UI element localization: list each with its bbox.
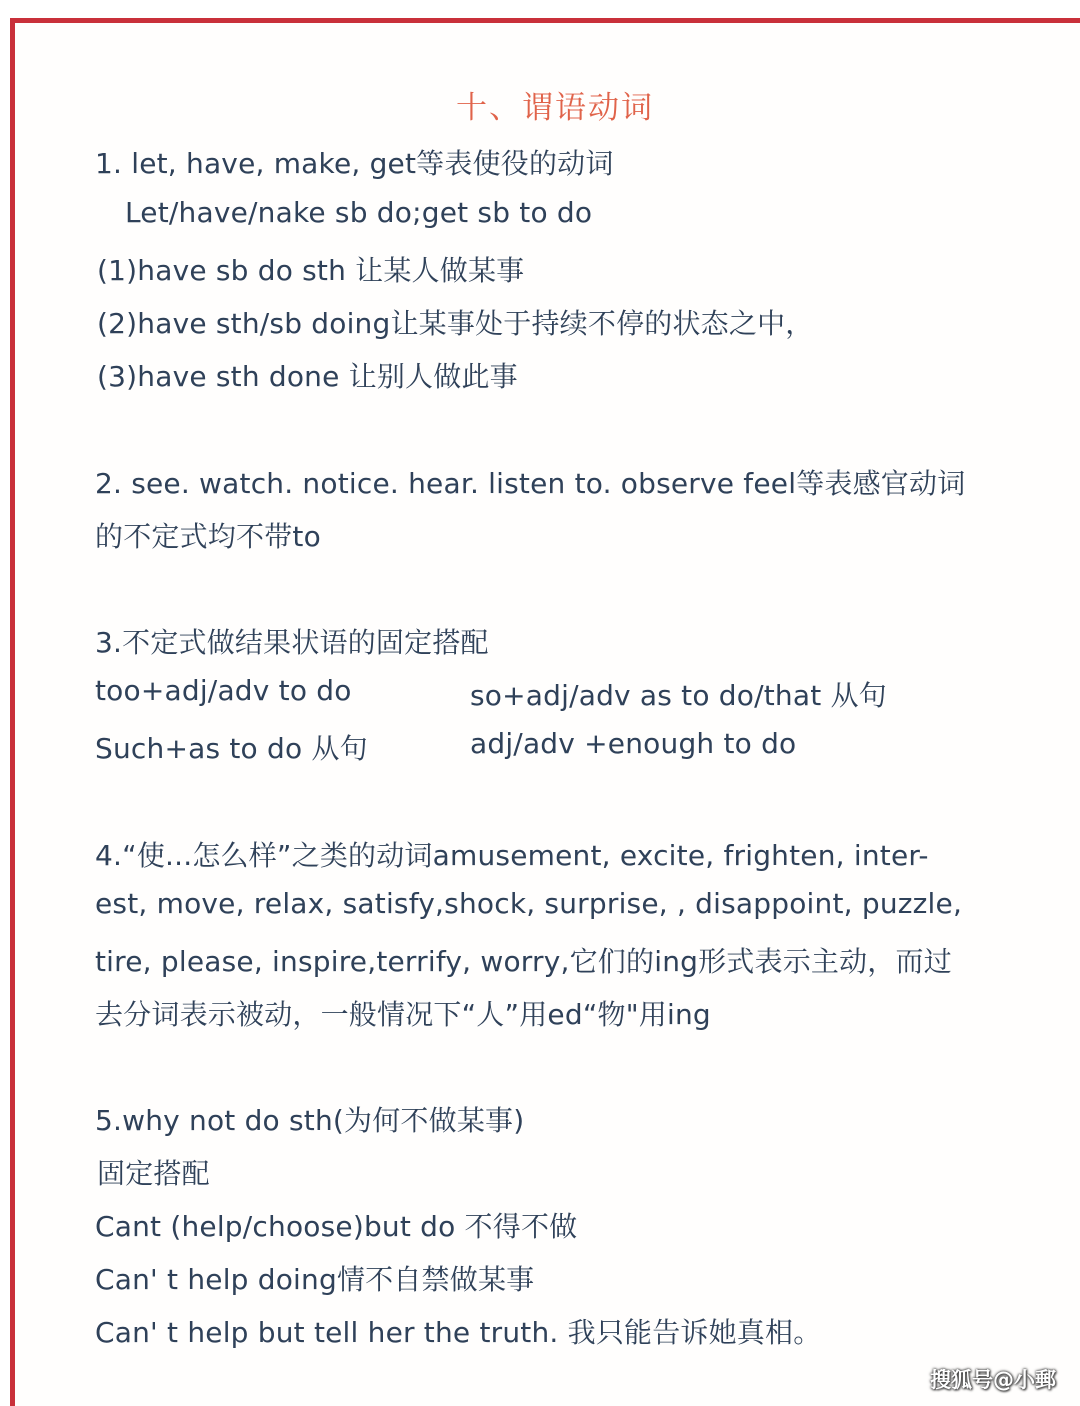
text-line: 1. let, have, make, get等表使役的动词: [95, 147, 614, 180]
text-line: so+adj/adv as to do/that 从句: [470, 679, 887, 712]
text-line: 固定搭配: [97, 1157, 210, 1190]
text-line: 4.“使...怎么样”之类的动词amusement, excite, frighten, inter-: [95, 839, 929, 872]
text-line: est, move, relax, satisfy,shock, surprise, , disappoint, puzzle,: [95, 887, 963, 920]
text-line: Let/have/nake sb do;get sb to do: [125, 196, 593, 229]
text-line: (1)have sb do sth 让某人做某事: [97, 254, 525, 287]
text-line: 3.不定式做结果状语的固定搭配: [95, 626, 489, 659]
text-line: 2. see. watch. notice. hear. listen to. observe feel等表感官动词: [95, 467, 966, 500]
text-line: (3)have sth done 让别人做此事: [97, 360, 518, 393]
text-line: Can' t help doing情不自禁做某事: [95, 1263, 535, 1296]
text-line: adj/adv +enough to do: [470, 727, 797, 760]
text-line: too+adj/adv to do: [95, 674, 352, 707]
text-line: Such+as to do 从句: [95, 732, 368, 765]
text-line: 去分词表示被动，一般情况下“人”用ed“物"用ing: [95, 998, 711, 1031]
text-line: 5.why not do sth(为何不做某事): [95, 1104, 525, 1137]
page-title: 十、谓语动词: [456, 90, 654, 126]
text-line: Can' t help but tell her the truth. 我只能告诉她真相。: [95, 1316, 822, 1349]
watermark: 搜狐号@小郵: [930, 1368, 1056, 1392]
text-line: (2)have sth/sb doing让某事处于持续不停的状态之中，: [97, 307, 814, 340]
text-line: tire, please, inspire,terrify, worry,它们的ing形式表示主动，而过: [95, 945, 952, 978]
text-line: Cant (help/choose)but do 不得不做: [95, 1210, 578, 1243]
text-line: 的不定式均不带to: [95, 520, 321, 553]
